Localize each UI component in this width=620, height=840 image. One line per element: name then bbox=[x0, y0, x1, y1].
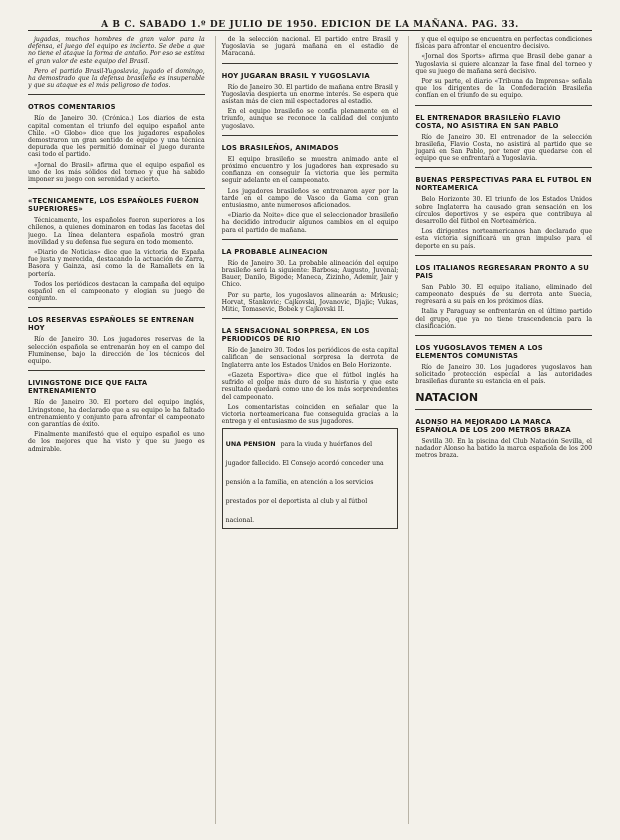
article-headline: «TECNICAMENTE, LOS ESPAÑOLES FUERON SUPERIORES» bbox=[28, 197, 199, 214]
article-paragraph: Río de Janeiro 30. Los jugadores yugoslavos han solicitado protección especial a las autoridades brasileñas durante su estancia en el país. bbox=[415, 364, 593, 386]
article-columns bbox=[28, 36, 592, 824]
article-headline: LOS BRASILEÑOS, ANIMADOS bbox=[221, 143, 339, 152]
article-headline: BUENAS PERSPECTIVAS PARA EL FUTBOL EN NORTEAMERICA bbox=[415, 176, 592, 193]
column-3 bbox=[408, 36, 592, 824]
article-paragraph: Los comentaristas coinciden en señalar que la victoria norteamericana fue conseguida gracias a la entrega y el entusiasmo de sus jugadores. bbox=[221, 403, 399, 426]
article-headline: LA PROBABLE ALINEACION bbox=[221, 247, 328, 256]
article-paragraph: El equipo brasileño se muestra animado ante el próximo encuentro y los jugadores han expresado su confianza en conseguir la victoria que les permita seguir adelante en el campeonato. bbox=[221, 155, 399, 185]
article-paragraph: Río de Janeiro 30. Los jugadores reservas de la selección española se entrenarán hoy en el campo del Fluminense, bajo la dirección de los técnicos del equipo. bbox=[28, 336, 205, 366]
article-paragraph: Los jugadores brasileños se entrenaron ayer por la tarde en el campo de Vasco da Gama con gran entusiasmo, ante numerosos aficionados. bbox=[221, 187, 399, 210]
divider-rule bbox=[28, 307, 205, 308]
divider-rule bbox=[415, 255, 592, 256]
article-headline: ALONSO HA MEJORADO LA MARCA ESPAÑOLA DE LOS 200 METROS BRAZA bbox=[415, 417, 571, 434]
article-paragraph: Técnicamente, los españoles fueron superiores a los chilenos, a quienes dominaron en todas las facetas del juego. La línea delantera española mostró gran movilidad y su defensa fue segura en todo momento. bbox=[28, 217, 205, 246]
article-paragraph: Todos los periódicos destacan la campaña del equipo español en el campeonato y elogian su juego de conjunto. bbox=[28, 280, 205, 303]
boxed-notice bbox=[222, 428, 399, 529]
notice-text: para la viuda y huérfanos del jugador fallecido. El Consejo acordó conceder una pensión a la familia, en atención a los servicios prestados por el deportista al club y al fútbol nacional. bbox=[225, 441, 384, 525]
article-paragraph: Por su parte, los yugoslavos alinearán a: Mrkusic; Horvat, Stankovic; Cajkovski, Jovanovic, Djajic; Vukas, Mitic, Tomasevic, Bobek y Cajkovski II. bbox=[221, 291, 399, 314]
divider-rule bbox=[222, 135, 399, 136]
article-paragraph: Italia y Paraguay se enfrentarán en el último partido del grupo, que ya no tiene trascendencia para la clasificación. bbox=[415, 308, 593, 330]
article-headline: OTROS COMENTARIOS bbox=[28, 103, 116, 112]
article-paragraph: Río de Janeiro 30. La probable alineación del equipo brasileño será la siguiente: Barbosa; Augusto, Juvenal; Bauer, Danilo, Bigode; Maneca, Zizinho, Ademir, Jair y Chico. bbox=[221, 259, 399, 289]
article-paragraph: Río de Janeiro 30. Todos los periódicos de esta capital califican de sensacional sorpresa la derrota de Inglaterra ante los Estados Unidos en Belo Horizonte. bbox=[221, 347, 399, 369]
article-paragraph: Los dirigentes norteamericanos han declarado que esta victoria significará un gran impulso para el deporte en su país. bbox=[415, 228, 593, 250]
article-headline: EL ENTRENADOR BRASILEÑO FLAVIO COSTA, NO ASISTIRA EN SAN PABLO bbox=[415, 113, 561, 130]
article-paragraph: Río de Janeiro 30. El portero del equipo inglés, Livingstone, ha declarado que a su equipo le ha faltado entrenamiento y conjunto para afrontar el campeonato con garantías de éxito. bbox=[28, 399, 205, 428]
page-header bbox=[28, 14, 592, 31]
article-paragraph: «Gazeta Esportiva» dice que el fútbol inglés ha sufrido el golpe más duro de su historia y que este resultado quedará como uno de los más sorprendentes del campeonato. bbox=[221, 371, 399, 401]
divider-rule bbox=[415, 167, 592, 168]
article-paragraph: de la selección nacional. El partido entre Brasil y Yugoslavia se jugará mañana en el estadio de Maracaná. bbox=[221, 36, 399, 58]
article-paragraph: Belo Horizonte 30. El triunfo de los Estados Unidos sobre Inglaterra ha causado gran sensación en los círculos deportivos y se espera que contribuya al desarrollo del fútbol en Norteamérica. bbox=[415, 196, 593, 226]
article-paragraph: «Jornal do Brasil» afirma que el equipo español es uno de los más sólidos del torneo y que ha sabido imponer su juego con serenidad y acierto. bbox=[28, 161, 205, 184]
article-paragraph: Río de Janeiro 30. El partido de mañana entre Brasil y Yugoslavia despierta un enorme interés. Se espera que asistan más de cien mil espectadores al estadio. bbox=[221, 83, 399, 106]
divider-rule bbox=[222, 63, 399, 64]
article-paragraph: En el equipo brasileño se confía plenamente en el triunfo, aunque se reconoce la calidad del conjunto yugoslavo. bbox=[221, 108, 399, 130]
divider-rule bbox=[28, 188, 205, 189]
article-headline: LOS ITALIANOS REGRESARAN PRONTO A SU PAIS bbox=[415, 263, 589, 280]
divider-rule bbox=[28, 370, 205, 371]
article-headline: LIVINGSTONE DICE QUE FALTA ENTRENAMIENTO bbox=[28, 379, 148, 396]
header-text: A B C. SABADO 1.º DE JULIO DE 1950. EDICION DE LA MAÑANA. PAG. 33. bbox=[101, 20, 519, 30]
column-2 bbox=[215, 36, 399, 824]
notice-lead: UNA PENSION bbox=[225, 440, 276, 449]
article-paragraph: «Jornal dos Sports» afirma que Brasil debe ganar a Yugoslavia si quiere alcanzar la fase final del torneo y que su juego de mañana será decisivo. bbox=[415, 53, 593, 75]
section-title: NATACION bbox=[415, 390, 479, 404]
divider-rule bbox=[415, 105, 592, 106]
article-headline: LOS YUGOSLAVOS TEMEN A LOS ELEMENTOS COMUNISTAS bbox=[415, 344, 543, 361]
article-paragraph: Río de Janeiro 30. (Crónica.) Los diarios de esta capital comentan el triunfo del equipo español ante Chile. «O Globo» dice que los jugadores españoles demostraron un gran sentido de equipo y una técnica depurada que les permitió dominar el juego durante casi todo el partido. bbox=[28, 115, 205, 159]
divider-rule bbox=[222, 318, 399, 319]
article-paragraph: Por su parte, el diario «Tribuna da Imprensa» señala que los dirigentes de la Confederación Brasileña confían en el triunfo de su equipo. bbox=[415, 78, 593, 100]
article-paragraph: Pero el partido Brasil-Yugoslavia, jugado el domingo, ha demostrado que la defensa brasileña es insuperable y que su ataque es el más peligroso de todos. bbox=[28, 67, 205, 90]
article-paragraph: jugadas, muchos hombres de gran valor para la defensa, el juego del equipo es incierto. Se debe a que no tiene el ataque la forma de antaño. Por eso se estima el gran valor de este equipo del Brasil. bbox=[28, 36, 205, 65]
article-paragraph: Finalmente manifestó que el equipo español es uno de los mejores que ha visto y que su juego es admirable. bbox=[28, 431, 205, 453]
article-headline: LOS RESERVAS ESPAÑOLES SE ENTRENAN HOY bbox=[28, 316, 195, 333]
article-paragraph: San Pablo 30. El equipo italiano, eliminado del campeonato después de su derrota ante Suecia, regresará a su país en los próximos días. bbox=[415, 283, 593, 306]
article-paragraph: Río de Janeiro 30. El entrenador de la selección brasileña, Flavio Costa, no asistirá al partido que se jugará en San Pablo, por tener que quedarse con el equipo que se enfrentará a Yugoslavia. bbox=[415, 133, 593, 163]
article-paragraph: y que el equipo se encuentra en perfectas condiciones físicas para afrontar el encuentro decisivo. bbox=[415, 36, 593, 51]
article-paragraph: «Diario de Noticias» dice que la victoria de España fue justa y merecida, destacando la actuación de Zarra, Basora y Gainza, así como la de Ramallets en la portería. bbox=[28, 249, 205, 278]
divider-rule bbox=[415, 335, 592, 336]
divider-rule bbox=[28, 94, 205, 95]
divider-rule bbox=[415, 409, 592, 410]
article-headline: LA SENSACIONAL SORPRESA, EN LOS PERIODICOS DE RIO bbox=[221, 327, 370, 344]
article-paragraph: «Diario da Noite» dice que el seleccionador brasileño ha decidido introducir algunos cambios en el equipo para el partido de mañana. bbox=[221, 212, 399, 234]
article-paragraph: Sevilla 30. En la piscina del Club Natación Sevilla, el nadador Alonso ha batido la marca española de los 200 metros braza. bbox=[415, 437, 593, 460]
article-headline: HOY JUGARAN BRASIL Y YUGOSLAVIA bbox=[221, 71, 370, 80]
column-1 bbox=[28, 36, 205, 824]
divider-rule bbox=[222, 239, 399, 240]
